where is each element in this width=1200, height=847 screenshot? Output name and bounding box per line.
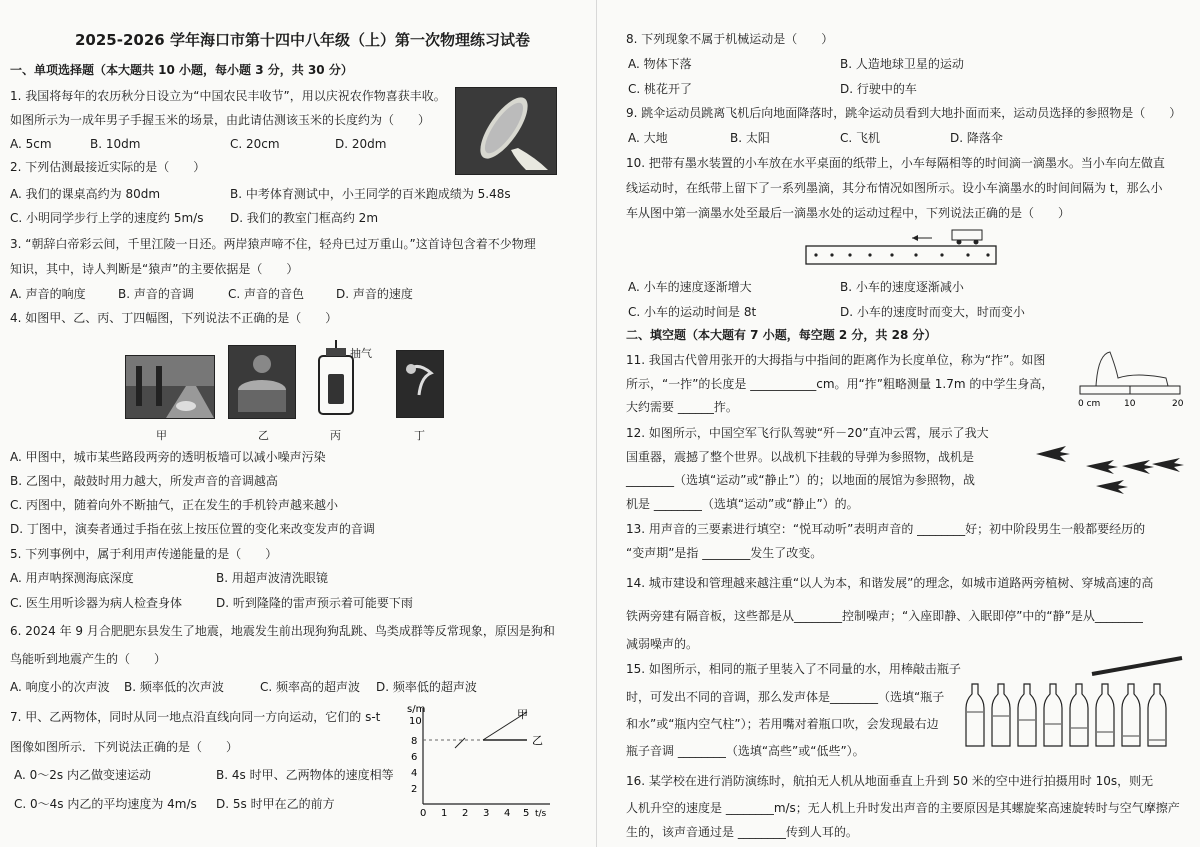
bottle — [1018, 684, 1036, 746]
q5-option-d: D. 听到隆隆的雷声预示着可能要下雨 — [216, 596, 413, 610]
bottle — [966, 684, 984, 746]
q2-stem: 2. 下列估测最接近实际的是（ ） — [10, 160, 206, 174]
q8-option-d: D. 行驶中的车 — [840, 82, 917, 96]
exam-title: 2025-2026 学年海口市第十四中八年级（上）第一次物理练习试卷 — [75, 31, 530, 49]
q2-option-c: C. 小明同学步行上学的速度约 5m/s — [10, 211, 204, 225]
bottle — [1096, 684, 1114, 746]
q10-option-c: C. 小车的运动时间是 8t — [628, 305, 757, 319]
q10-option-d: D. 小车的速度时而变大，时而变小 — [840, 305, 1025, 319]
q10-line1: 10. 把带有墨水装置的小车放在水平桌面的纸带上，小车每隔相等的时间滴一滴墨水。当小车向左做直 — [626, 156, 1165, 170]
ruler-label-10: 10 — [1124, 399, 1136, 408]
q3-option-c: C. 声音的音色 — [228, 287, 305, 301]
q1-line2: 如图所示为一成年男子手握玉米的场景，由此请估测该玉米的长度约为（ ） — [10, 113, 431, 127]
page-fold — [596, 0, 597, 847]
q7-option-d: D. 5s 时甲在乙的前方 — [216, 797, 335, 811]
q15-line4: 瓶子音调 ________（选填“高些”或“低些”）。 — [626, 744, 865, 758]
graph-ylabel: s/m — [407, 704, 426, 715]
fig-label-ding: 丁 — [414, 429, 425, 442]
q16-line1: 16. 某学校在进行消防演练时，航拍无人机从地面垂直上升到 50 米的空中进行拍摄用时 10s，则无 — [626, 774, 1154, 788]
q9-option-b: B. 太阳 — [730, 131, 770, 145]
q14-line1: 14. 城市建设和管理越来越注重“以人为本，和谐发展”的理念，如城市道路两旁植树、穿城高速的高 — [626, 576, 1154, 590]
xtick-0: 0 — [420, 808, 427, 819]
hand-outline — [1096, 352, 1168, 386]
q11-line1: 11. 我国古代曾用张开的大拇指与中指间的距离作为长度单位，称为“拃”。如图 — [626, 353, 1046, 367]
bottles-figure — [962, 650, 1187, 750]
xtick-2: 2 — [462, 808, 469, 819]
label-jia: 甲 — [517, 708, 528, 721]
q10-line3: 车从图中第一滴墨水处至最后一滴墨水处的运动过程中，下列说法正确的是（ ） — [626, 206, 1071, 220]
ytick-6: 6 — [411, 752, 418, 763]
q4-stem: 4. 如图甲、乙、丙、丁四幅图，下列说法不正确的是（ ） — [10, 311, 338, 325]
q6-option-d: D. 频率低的超声波 — [376, 680, 477, 694]
jet-icon — [1152, 458, 1184, 472]
ytick-8: 8 — [411, 736, 418, 747]
ink-drop — [966, 253, 969, 256]
q16-line3: 生的，该声音通过是 ________传到人耳的。 — [626, 825, 858, 839]
q12-line1: 12. 如图所示，中国空军飞行队驾驶“歼－20”直冲云霄，展示了我大 — [626, 426, 989, 440]
xtick-3: 3 — [483, 808, 490, 819]
q4-option-b: B. 乙图中，敲鼓时用力越大，所发声音的音调越高 — [10, 474, 278, 488]
q6-option-c: C. 频率高的超声波 — [260, 680, 361, 694]
q6-option-b: B. 频率低的次声波 — [124, 680, 224, 694]
q14-line3: 减弱噪声的。 — [626, 637, 699, 651]
q15-line1: 15. 如图所示，相同的瓶子里装入了不同量的水，用棒敲击瓶子 — [626, 662, 961, 676]
st-graph — [405, 700, 555, 820]
right-column — [606, 0, 1200, 847]
q3-line1: 3. “朝辞白帝彩云间，千里江陵一日还。两岸猿声啼不住，轻舟已过万重山。”这首诗包含着不少物理 — [10, 237, 536, 251]
q1-option-a: A. 5cm — [10, 137, 52, 151]
q11-line2: 所示，“一拃”的长度是 ___________cm。用“拃”粗略测量 1.7m 的中学生身高， — [626, 377, 1054, 391]
pump-label: 抽气 — [350, 347, 372, 360]
q10-option-b: B. 小车的速度逐渐减小 — [840, 280, 964, 294]
jet-icon — [1086, 460, 1118, 474]
q8-option-b: B. 人造地球卫星的运动 — [840, 57, 964, 71]
bottle — [1122, 684, 1140, 746]
q5-stem: 5. 下列事例中，属于利用声传递能量的是（ ） — [10, 547, 278, 561]
jet-icon — [1096, 480, 1128, 494]
q16-line2: 人机升空的速度是 ________m/s；无人机上升时发出声音的主要原因是其螺旋桨高速旋转时与空气摩擦产 — [626, 801, 1180, 815]
q2-option-d: D. 我们的教室门框高约 2m — [230, 211, 379, 225]
striking-rod — [1092, 658, 1182, 674]
q4-option-a: A. 甲图中，城市某些路段两旁的透明板墙可以减小噪声污染 — [10, 450, 326, 464]
q15-line2: 时，可发出不同的音调，那么发声体是________（选填“瓶子 — [626, 690, 945, 704]
q7-option-a: A. 0～2s 内乙做变速运动 — [14, 768, 151, 782]
q6-option-a: A. 响度小的次声波 — [10, 680, 110, 694]
ink-drop — [848, 253, 851, 256]
q3-line2: 知识，其中，诗人判断是“猿声”的主要依据是（ ） — [10, 262, 299, 276]
figure-ding-instrument — [396, 350, 444, 418]
ink-drop — [890, 253, 893, 256]
q13-line1: 13. 用声音的三要素进行填空：“悦耳动听”表明声音的 ________好；初中阶段男生一般都要经历的 — [626, 522, 1146, 536]
q6-line1: 6. 2024 年 9 月合肥肥东县发生了地震，地震发生前出现狗狗乱跳、鸟类成群等反常现象，原因是狗和 — [10, 624, 555, 638]
jet-icon — [1122, 460, 1154, 474]
figure-yi-drum — [228, 345, 296, 419]
bottle — [1044, 684, 1062, 746]
q7-line1: 7. 甲、乙两物体，同时从同一地点沿直线向同一方向运动，它们的 s-t — [10, 710, 381, 724]
q12-line2: 国重器，震撼了整个世界。以战机下挂载的导弹为参照物，战机是 — [626, 450, 975, 464]
section-2-heading: 二、填空题（本大题有 7 小题，每空题 2 分，共 28 分） — [626, 328, 937, 342]
jets-figure — [1026, 426, 1186, 500]
ink-drop — [868, 253, 871, 256]
q3-option-d: D. 声音的速度 — [336, 287, 413, 301]
q1-option-b: B. 10dm — [90, 137, 141, 151]
q11-line3: 大约需要 ______拃。 — [626, 400, 738, 414]
q7-option-b: B. 4s 时甲、乙两物体的速度相等 — [216, 768, 394, 782]
q12-line3: ________（选填“运动”或“静止”）的；以地面的展馆为参照物，战 — [626, 473, 975, 487]
hand-ruler-figure — [1076, 348, 1186, 408]
q1-option-d: D. 20dm — [335, 137, 387, 151]
q5-option-a: A. 用声呐探测海底深度 — [10, 571, 134, 585]
bottle — [992, 684, 1010, 746]
q9-option-a: A. 大地 — [628, 131, 668, 145]
q7-line2: 图像如图所示．下列说法正确的是（ ） — [10, 740, 239, 754]
q3-option-a: A. 声音的响度 — [10, 287, 86, 301]
q9-stem: 9. 跳伞运动员跳离飞机后向地面降落时，跳伞运动员看到大地扑面而来，运动员选择的参照物是（ ） — [626, 106, 1182, 120]
q4-option-c: C. 丙图中，随着向外不断抽气，正在发生的手机铃声越来越小 — [10, 498, 339, 512]
ytick-4: 4 — [411, 768, 418, 779]
ink-drop — [940, 253, 943, 256]
q14-line2: 铁两旁建有隔音板，这些都是从________控制噪声；“入座即静、入眠即停”中的“静”是从________ — [626, 609, 1143, 623]
ink-drop — [914, 253, 917, 256]
q9-option-d: D. 降落伞 — [950, 131, 1003, 145]
q7-option-c: C. 0～4s 内乙的平均速度为 4m/s — [14, 797, 197, 811]
label-yi: 乙 — [532, 734, 543, 747]
ruler-label-20: 20 — [1172, 399, 1184, 408]
q8-option-a: A. 物体下落 — [628, 57, 692, 71]
bottle — [1148, 684, 1166, 746]
graph-xlabel: t/s — [535, 809, 547, 819]
q2-option-a: A. 我们的课桌高约为 80dm — [10, 187, 161, 201]
corn-photo — [455, 87, 557, 175]
q6-line2: 鸟能听到地震产生的（ ） — [10, 652, 167, 666]
ytick-10: 10 — [409, 716, 422, 727]
xtick-1: 1 — [441, 808, 448, 819]
ruler-label-0: 0 cm — [1078, 399, 1101, 408]
q10-line2: 线运动时，在纸带上留下了一系列墨滴，其分布情况如图所示。设小车滴墨水的时间间隔为 t，那么小 — [626, 181, 1163, 195]
q2-option-b: B. 中考体育测试中，小王同学的百米跑成绩为 5.48s — [230, 187, 511, 201]
arrow-head — [912, 235, 918, 241]
q1-option-c: C. 20cm — [230, 137, 280, 151]
q8-option-c: C. 桃花开了 — [628, 82, 693, 96]
q3-option-b: B. 声音的音调 — [118, 287, 194, 301]
q4-option-d: D. 丁图中，演奏者通过手指在弦上按压位置的变化来改变发声的音调 — [10, 522, 375, 536]
ink-drop — [986, 253, 989, 256]
car-wheel-right — [974, 240, 979, 245]
ink-drop — [814, 253, 817, 256]
xtick-5: 5 — [523, 808, 530, 819]
q13-line2: “变声期”是指 ________发生了改变。 — [626, 546, 823, 560]
q15-line3: 和水”或“瓶内空气柱”）；若用嘴对着瓶口吹，会发现最右边 — [626, 717, 939, 731]
q10-option-a: A. 小车的速度逐渐增大 — [628, 280, 752, 294]
ytick-2: 2 — [411, 784, 418, 795]
fig-label-yi: 乙 — [258, 429, 269, 442]
q5-option-b: B. 用超声波清洗眼镜 — [216, 571, 328, 585]
q1-line1: 1. 我国将每年的农历秋分日设立为“中国农民丰收节”，用以庆祝农作物喜获丰收。 — [10, 89, 446, 103]
q12-line4: 机是 ________（选填“运动”或“静止”）的。 — [626, 497, 859, 511]
jet-icon — [1036, 446, 1070, 462]
figure-jia-road — [125, 355, 215, 419]
q5-option-c: C. 医生用听诊器为病人检查身体 — [10, 596, 183, 610]
car-body — [952, 230, 982, 240]
ink-drop-figure — [802, 226, 1002, 272]
car-wheel-left — [957, 240, 962, 245]
xtick-4: 4 — [504, 808, 511, 819]
section-1-heading: 一、单项选择题（本大题共 10 小题，每小题 3 分，共 30 分） — [10, 63, 353, 77]
left-column — [0, 0, 590, 847]
q9-option-c: C. 飞机 — [840, 131, 881, 145]
ink-drop — [830, 253, 833, 256]
fig-label-jia: 甲 — [156, 429, 167, 442]
fig-label-bing: 丙 — [330, 429, 341, 442]
bottle — [1070, 684, 1088, 746]
q8-stem: 8. 下列现象不属于机械运动是（ ） — [626, 32, 834, 46]
